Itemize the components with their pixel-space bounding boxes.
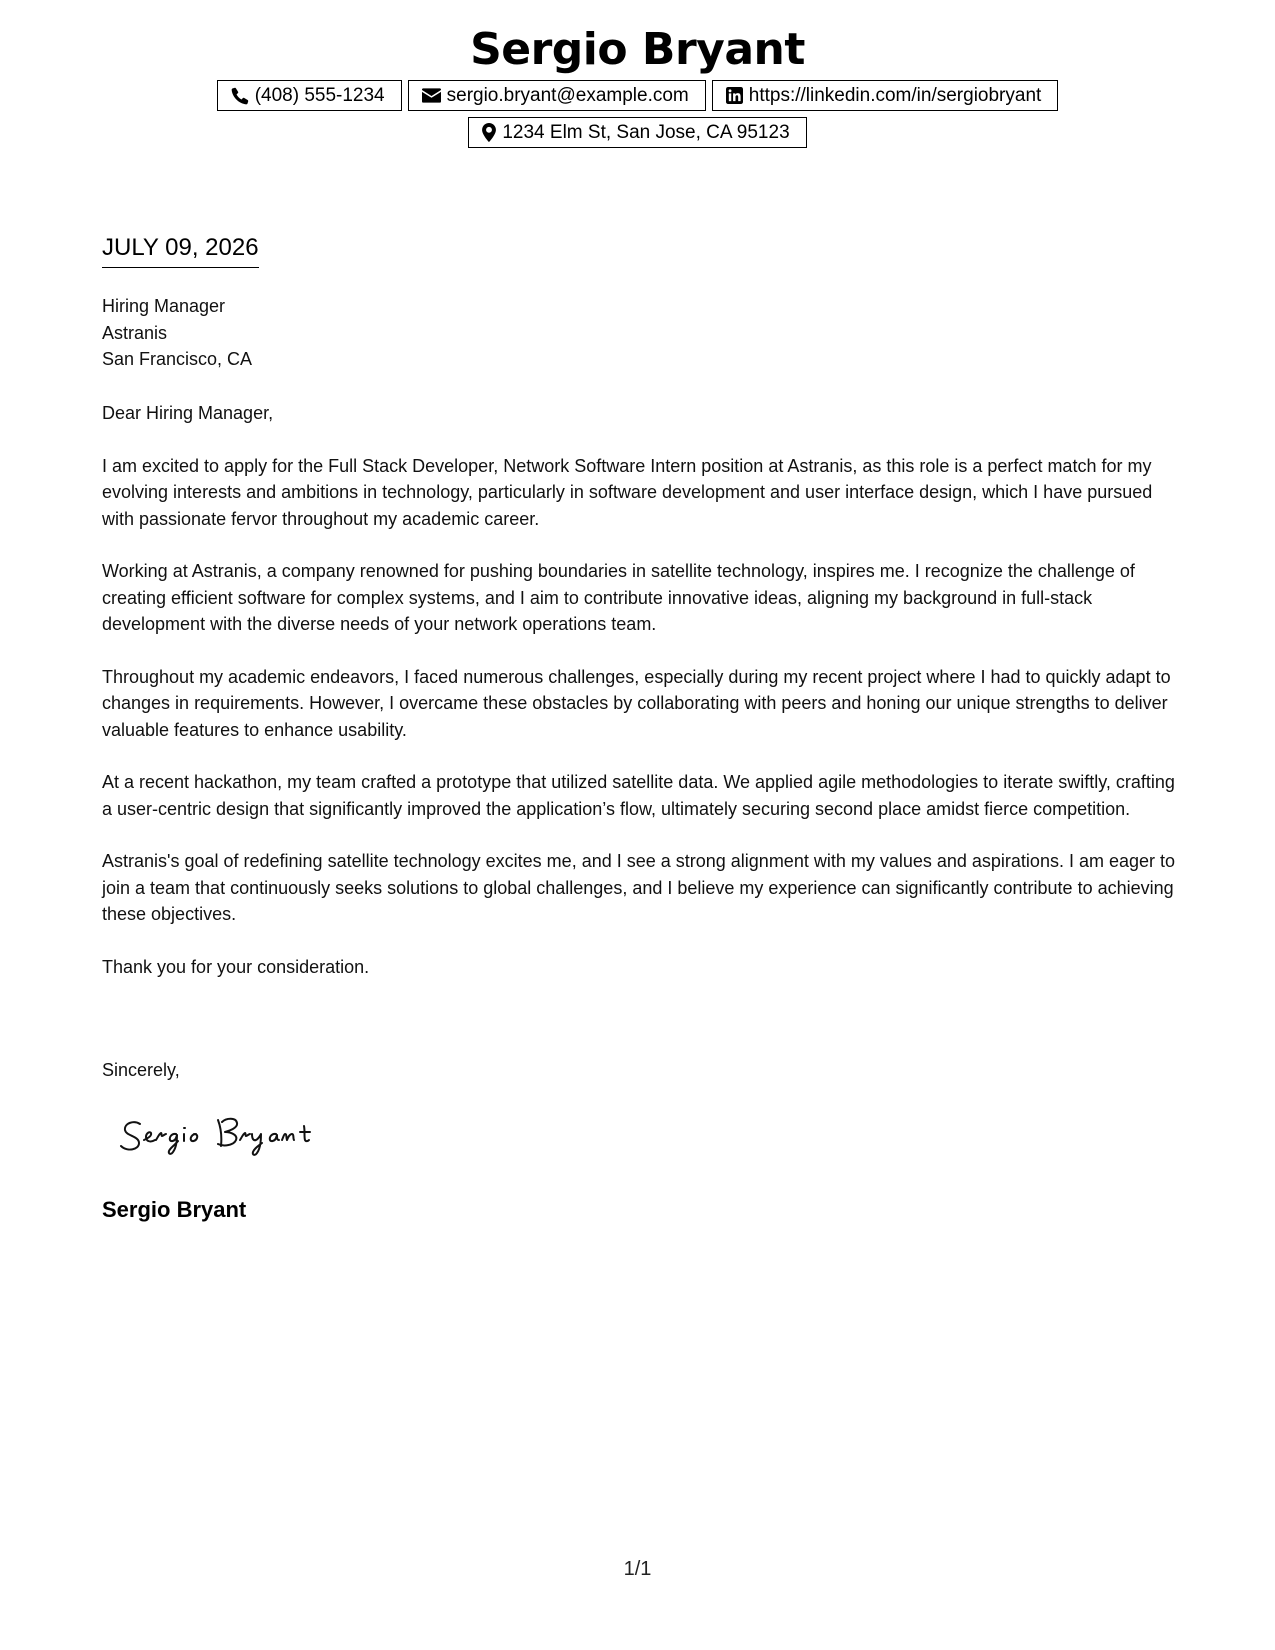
phone-chip	[217, 80, 402, 111]
envelope-icon	[422, 88, 441, 103]
body-paragraph: Working at Astranis, a company renowned for pushing boundaries in satellite technology, inspires me. I recognize the challenge of creating efficient software for complex systems, and I aim to contribute innovative ideas, aligning my background in full-stack development with the diverse needs of your network operations team.	[102, 561, 1135, 634]
letter-body	[102, 400, 1182, 1006]
contact-row	[0, 80, 1275, 111]
handwritten-signature	[118, 1110, 348, 1162]
recipient-block	[102, 293, 252, 373]
signer-name: Sergio Bryant	[102, 1197, 247, 1222]
body-paragraph: I am excited to apply for the Full Stack Developer, Network Software Intern position at Astranis, as this role is a perfect match for my evolving interests and ambitions in technology, particularly in software development and user interface design, which I have pursued with passionate fervor throughout my academic career.	[102, 455, 1153, 529]
map-marker-icon	[482, 123, 496, 142]
letter-date: JULY 09, 2026	[102, 233, 259, 268]
address-chip	[468, 117, 806, 148]
closing: Sincerely,	[102, 1060, 180, 1080]
linkedin-text: https://linkedin.com/in/sergiobryant	[748, 84, 1042, 106]
body-paragraph: Throughout my academic endeavors, I faced numerous challenges, especially during my recent project where I had to quickly adapt to changes in requirements. However, I overcame these obstacles by collaborating with peers and honing our unique strengths to deliver valuable features to enhance usability.	[102, 666, 1171, 740]
body-paragraph: At a recent hackathon, my team crafted a prototype that utilized satellite data. We applied agile methodologies to iterate swiftly, crafting a user-centric design that significantly improved the application’s flow, ultimately securing second place amidst fierce competition.	[102, 772, 1175, 819]
linkedin-chip	[712, 80, 1059, 111]
phone-text: (408) 555-1234	[254, 84, 385, 106]
page-number: 1/1	[623, 1558, 652, 1580]
address-text: 1234 Elm St, San Jose, CA 95123	[502, 121, 790, 143]
body-paragraph: Astranis's goal of redefining satellite technology excites me, and I see a strong alignment with my values and aspirations. I am eager to join a team that continuously seeks solutions to global challenges, and I believe my experience can significantly contribute to achieving these objectives.	[102, 851, 1176, 924]
recipient-location: San Francisco, CA	[102, 349, 253, 369]
email-chip	[408, 80, 706, 111]
salutation: Dear Hiring Manager,	[102, 403, 274, 423]
recipient-company: Astranis	[102, 322, 168, 343]
linkedin-icon	[726, 87, 743, 104]
recipient-title: Hiring Manager	[102, 296, 226, 316]
phone-icon	[231, 87, 249, 105]
contact-row-address	[0, 117, 1275, 148]
header-name: Sergio Bryant	[470, 24, 805, 75]
thank-you-line: Thank you for your consideration.	[102, 956, 370, 977]
email-text: sergio.bryant@example.com	[446, 84, 689, 106]
